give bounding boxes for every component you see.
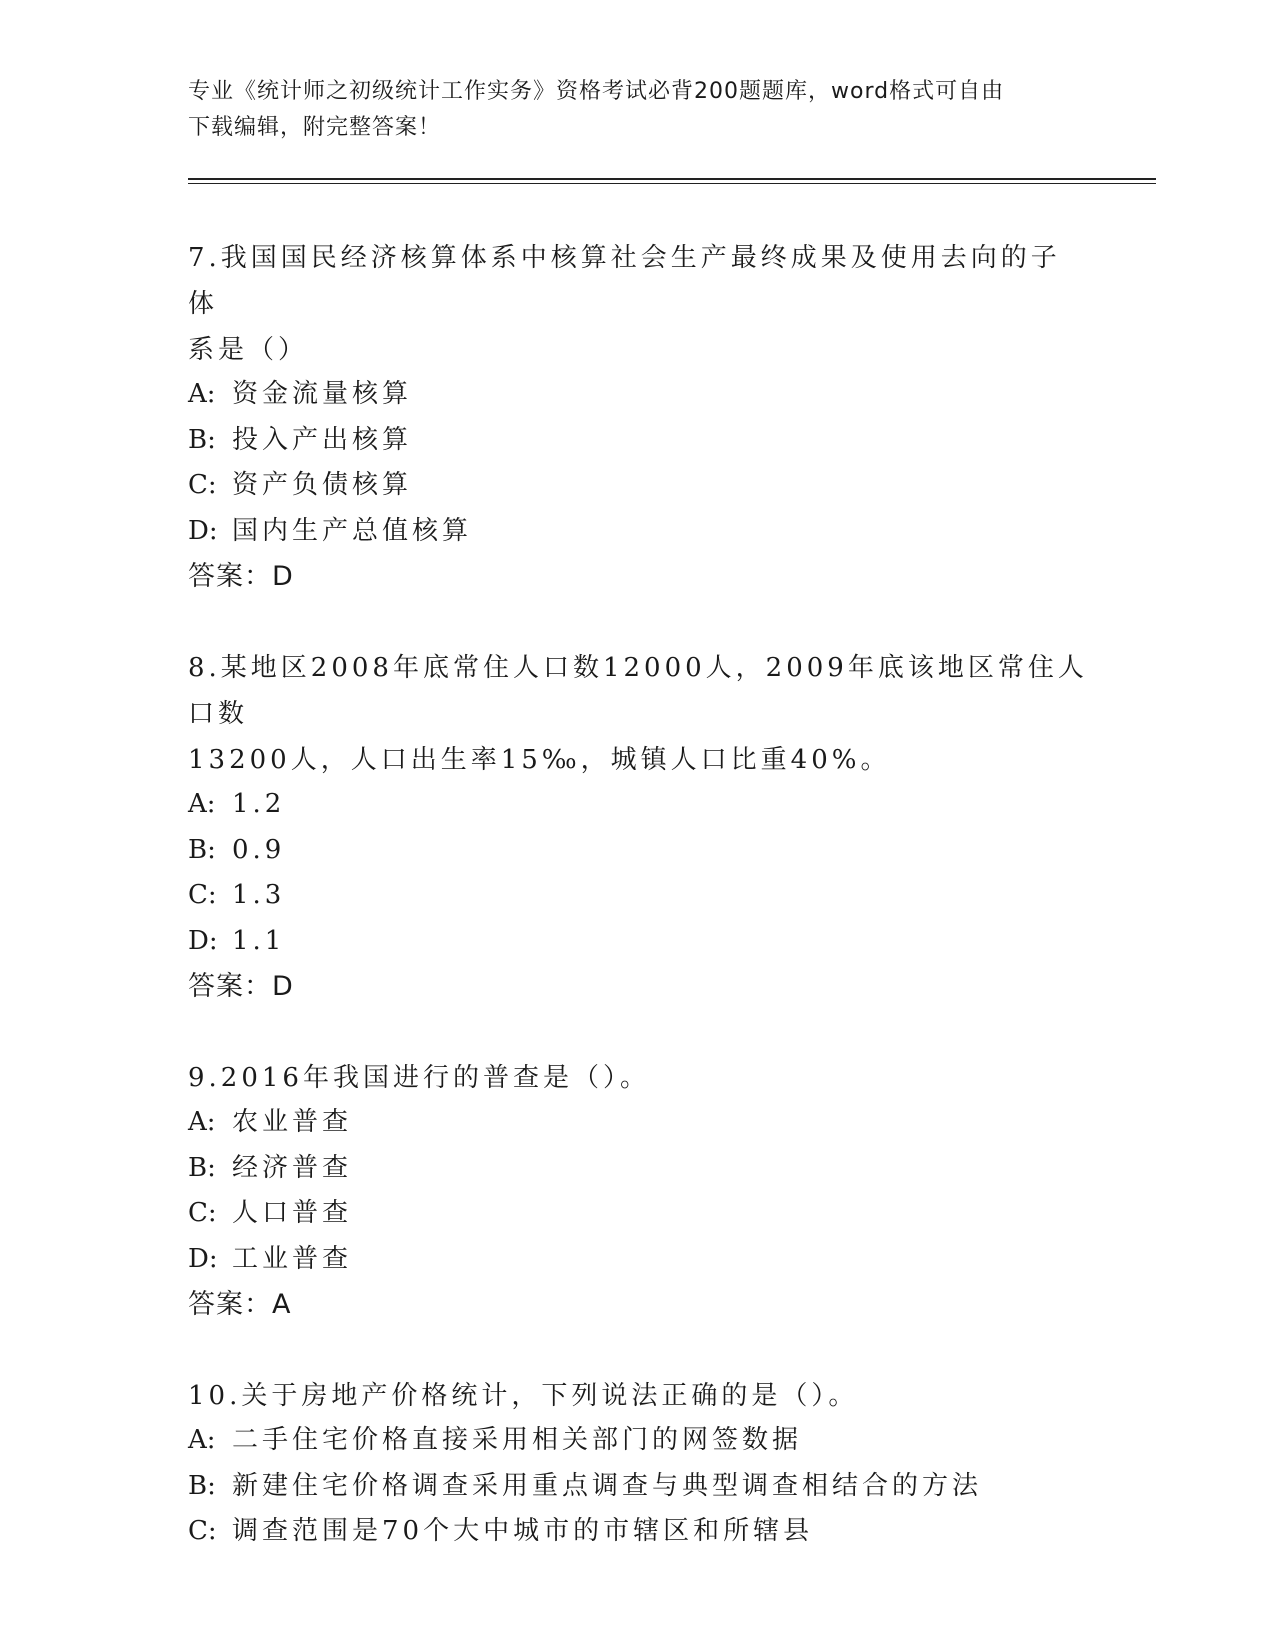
option-text: 农业普查 (232, 1107, 353, 1137)
question-9 (188, 1055, 1088, 1328)
question-text-line-1: 7.我国国民经济核算体系中核算社会生产最终成果及使用去向的子体 (188, 243, 1061, 319)
option-text: 1.1 (232, 925, 286, 956)
option-text: 经济普查 (232, 1152, 353, 1183)
question-list (188, 235, 1088, 1600)
option-a (188, 782, 1088, 828)
question-text-line-2: 13200人，人口出生率15‰，城镇人口比重40%。 (188, 745, 891, 775)
question-text-line-2: 系是（） (188, 335, 309, 365)
option-text: 1.3 (232, 880, 286, 910)
option-letter: C: (188, 470, 217, 500)
header-divider (188, 178, 1156, 184)
option-text: 1.2 (232, 789, 286, 819)
option-c (188, 1191, 1088, 1237)
header-line-1: 专业《统计师之初级统计工作实务》资格考试必背200题题库，word格式可自由 (188, 79, 1005, 104)
option-text: 调查范围是70个大中城市的市辖区和所辖县 (232, 1516, 814, 1546)
header-line-2: 下载编辑，附完整答案！ (188, 115, 442, 140)
option-c (188, 1509, 1088, 1555)
option-letter: A: (188, 789, 216, 819)
question-text-line-1: 8.某地区2008年底常住人口数12000人，2009年底该地区常住人口数 (188, 653, 1088, 729)
option-text: 新建住宅价格调查采用重点调查与典型调查相结合的方法 (232, 1470, 983, 1501)
option-letter: D: (188, 515, 218, 546)
option-text: 二手住宅价格直接采用相关部门的网签数据 (232, 1425, 803, 1455)
option-letter: A: (188, 1107, 216, 1137)
question-text-line-1: 9.2016年我国进行的普查是（）。 (188, 1063, 650, 1093)
option-letter: D: (188, 925, 218, 956)
answer-line: 答案：D (188, 971, 294, 1002)
option-letter: A: (188, 1425, 216, 1455)
option-text: 工业普查 (232, 1243, 353, 1274)
option-c (188, 463, 1088, 509)
question-7 (188, 235, 1088, 600)
question-text (188, 235, 1088, 373)
option-b (188, 1464, 1088, 1510)
option-letter: C: (188, 880, 217, 910)
question-text (188, 1373, 1088, 1419)
option-letter: B: (188, 1152, 216, 1183)
question-text-line-1: 10.关于房地产价格统计，下列说法正确的是（）。 (188, 1381, 859, 1411)
option-d (188, 509, 1088, 555)
option-letter: B: (188, 834, 216, 865)
option-letter: B: (188, 1470, 216, 1501)
option-a (188, 372, 1088, 418)
option-b (188, 828, 1088, 874)
option-b (188, 1146, 1088, 1192)
option-letter: B: (188, 424, 216, 455)
option-letter: C: (188, 1198, 217, 1228)
option-letter: A: (188, 379, 216, 409)
question-8 (188, 645, 1088, 1010)
question-10 (188, 1373, 1088, 1555)
option-c (188, 873, 1088, 919)
option-d (188, 919, 1088, 965)
option-letter: D: (188, 1243, 218, 1274)
question-text (188, 1055, 1088, 1101)
answer-line: 答案：A (188, 1289, 292, 1320)
option-a (188, 1418, 1088, 1464)
option-text: 资金流量核算 (232, 379, 413, 409)
option-text: 投入产出核算 (232, 424, 413, 455)
option-text: 资产负债核算 (232, 470, 413, 500)
option-text: 0.9 (232, 834, 286, 865)
option-letter: C: (188, 1516, 217, 1546)
option-a (188, 1100, 1088, 1146)
option-text: 人口普查 (232, 1198, 353, 1228)
option-text: 国内生产总值核算 (232, 515, 473, 546)
option-b (188, 418, 1088, 464)
option-d (188, 1237, 1088, 1283)
answer-line: 答案：D (188, 561, 294, 592)
document-header (188, 74, 1088, 146)
question-text (188, 645, 1088, 783)
